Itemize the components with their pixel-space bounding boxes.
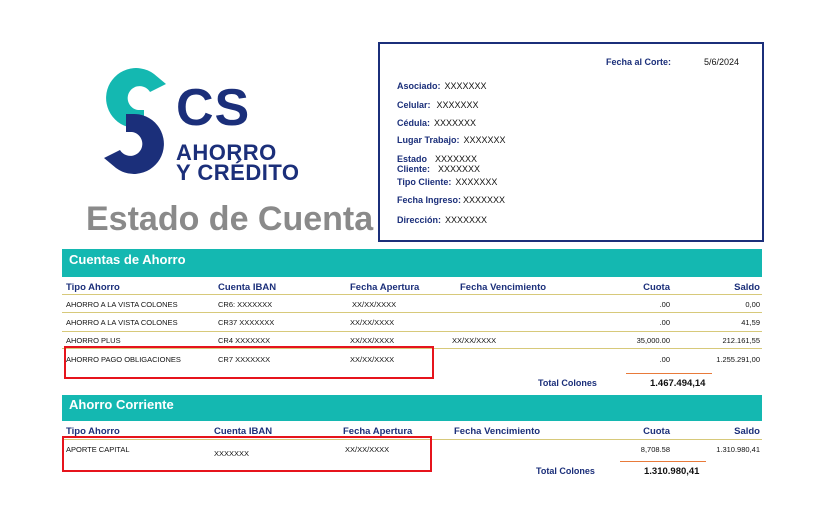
lugar-trabajo-label: Lugar Trabajo: bbox=[397, 135, 460, 145]
cs-logo bbox=[98, 62, 308, 192]
fecha-corte-label: Fecha al Corte: bbox=[606, 57, 672, 67]
total-underline bbox=[626, 373, 712, 374]
table-row-cell-saldo: 212.161,55 bbox=[722, 336, 760, 345]
col-header-apertura: Fecha Apertura bbox=[343, 426, 413, 437]
estado-value-1: XXXXXXX bbox=[435, 154, 478, 164]
client-info-box bbox=[378, 42, 764, 242]
document-title: Estado de Cuenta bbox=[86, 200, 374, 238]
col-header-cuota: Cuota bbox=[643, 426, 670, 437]
table-row-cell-iban: XXXXXXX bbox=[214, 449, 250, 458]
celular-value: XXXXXXX bbox=[436, 100, 479, 110]
logo-brand-text: CS bbox=[176, 79, 251, 137]
col-header-cuota: Cuota bbox=[643, 282, 670, 293]
col-header-apertura: Fecha Apertura bbox=[350, 282, 420, 293]
celular-row bbox=[397, 101, 479, 110]
col-header-saldo: Saldo bbox=[734, 426, 760, 437]
direccion-row bbox=[397, 216, 487, 225]
estado-label-line-2: Cliente: bbox=[397, 164, 431, 174]
table-row-cell-cuota: 8,708.58 bbox=[640, 445, 670, 454]
table-row-cell-tipo: AHORRO PAGO OBLIGACIONES bbox=[66, 355, 181, 364]
table-row-cell-tipo: AHORRO A LA VISTA COLONES bbox=[66, 300, 178, 309]
total-underline bbox=[620, 461, 706, 462]
table-row-cell-saldo: 1.255.291,00 bbox=[716, 355, 760, 364]
logo-line-1: AHORRO bbox=[176, 140, 277, 165]
fecha-corte-value: 5/6/2024 bbox=[704, 57, 740, 67]
lugar-trabajo-row bbox=[397, 136, 506, 145]
table-row-cell-vencimiento: XX/XX/XXXX bbox=[452, 336, 497, 345]
table-row-cell-iban: CR7 XXXXXXX bbox=[218, 355, 271, 364]
col-header-vencimiento: Fecha Vencimiento bbox=[460, 282, 547, 293]
table-row-cell-saldo: 1.310.980,41 bbox=[716, 445, 760, 454]
table-row-cell-cuota: .00 bbox=[659, 355, 670, 364]
total-colones-label: Total Colones bbox=[538, 378, 597, 388]
fecha-ingreso-label: Fecha Ingreso: bbox=[397, 195, 462, 205]
total-colones-value: 1.467.494,14 bbox=[650, 378, 706, 389]
table-row-cell-tipo: APORTE CAPITAL bbox=[66, 445, 130, 454]
col-header-iban: Cuenta IBAN bbox=[218, 282, 277, 293]
table-row-cell-apertura: XX/XX/XXXX bbox=[345, 445, 390, 454]
cedula-label: Cédula: bbox=[397, 118, 431, 128]
fecha-ingreso-row bbox=[397, 196, 505, 205]
col-header-tipo: Tipo Ahorro bbox=[66, 282, 120, 293]
row-divider bbox=[62, 331, 762, 332]
total-colones-label: Total Colones bbox=[536, 466, 595, 476]
section-ahorro-corriente: Ahorro Corriente bbox=[62, 395, 762, 421]
fecha-ingreso-value: XXXXXXX bbox=[463, 195, 506, 205]
table-row-cell-saldo: 0,00 bbox=[745, 300, 760, 309]
lugar-trabajo-value: XXXXXXX bbox=[463, 135, 506, 145]
table-row-cell-apertura: XX/XX/XXXX bbox=[350, 355, 395, 364]
logo-line-2: Y CRÉDITO bbox=[176, 160, 300, 185]
asociado-value: XXXXXXX bbox=[444, 81, 487, 91]
highlight-box-ahorro-pago bbox=[64, 346, 434, 379]
total-colones-value: 1.310.980,41 bbox=[644, 466, 700, 477]
table-row-cell-iban: CR37 XXXXXXX bbox=[218, 318, 275, 327]
asociado-row bbox=[397, 82, 487, 91]
col-header-saldo: Saldo bbox=[734, 282, 760, 293]
table-row-cell-iban: CR4 XXXXXXX bbox=[218, 336, 271, 345]
table-row-cell-tipo: AHORRO PLUS bbox=[66, 336, 121, 345]
col-header-iban: Cuenta IBAN bbox=[214, 426, 273, 437]
table-row-cell-iban: CR6: XXXXXXX bbox=[218, 300, 273, 309]
tipo-cliente-label: Tipo Cliente: bbox=[397, 177, 452, 187]
estado-label-line-1: Estado bbox=[397, 154, 428, 164]
highlight-box-aporte-capital bbox=[62, 436, 432, 472]
table-row-cell-apertura: XX/XX/XXXX bbox=[352, 300, 397, 309]
col-header-vencimiento: Fecha Vencimiento bbox=[454, 426, 541, 437]
asociado-label: Asociado: bbox=[397, 81, 441, 91]
table-row-cell-tipo: AHORRO A LA VISTA COLONES bbox=[66, 318, 178, 327]
section-cuentas-ahorro: Cuentas de Ahorro bbox=[62, 249, 762, 277]
celular-label: Celular: bbox=[397, 100, 431, 110]
table-row-cell-cuota: .00 bbox=[659, 300, 670, 309]
table-row-cell-apertura: XX/XX/XXXX bbox=[350, 336, 395, 345]
estado-cliente-label bbox=[397, 154, 430, 174]
col-header-tipo: Tipo Ahorro bbox=[66, 426, 120, 437]
direccion-label: Dirección: bbox=[397, 215, 442, 225]
table-row-cell-cuota: 35,000.00 bbox=[636, 336, 670, 345]
table-row-cell-saldo: 41,59 bbox=[741, 318, 760, 327]
table-row-cell-apertura: XX/XX/XXXX bbox=[350, 318, 395, 327]
tipo-cliente-row bbox=[397, 178, 497, 187]
row-divider bbox=[62, 312, 762, 313]
estado-value-2: XXXXXXX bbox=[438, 164, 481, 174]
cs-logo-mark-icon bbox=[98, 66, 172, 176]
cedula-value: XXXXXXX bbox=[434, 118, 477, 128]
cedula-row bbox=[397, 119, 476, 128]
direccion-value: XXXXXXX bbox=[445, 215, 488, 225]
header-divider bbox=[62, 294, 762, 295]
table-row-cell-cuota: .00 bbox=[659, 318, 670, 327]
tipo-cliente-value: XXXXXXX bbox=[455, 177, 498, 187]
